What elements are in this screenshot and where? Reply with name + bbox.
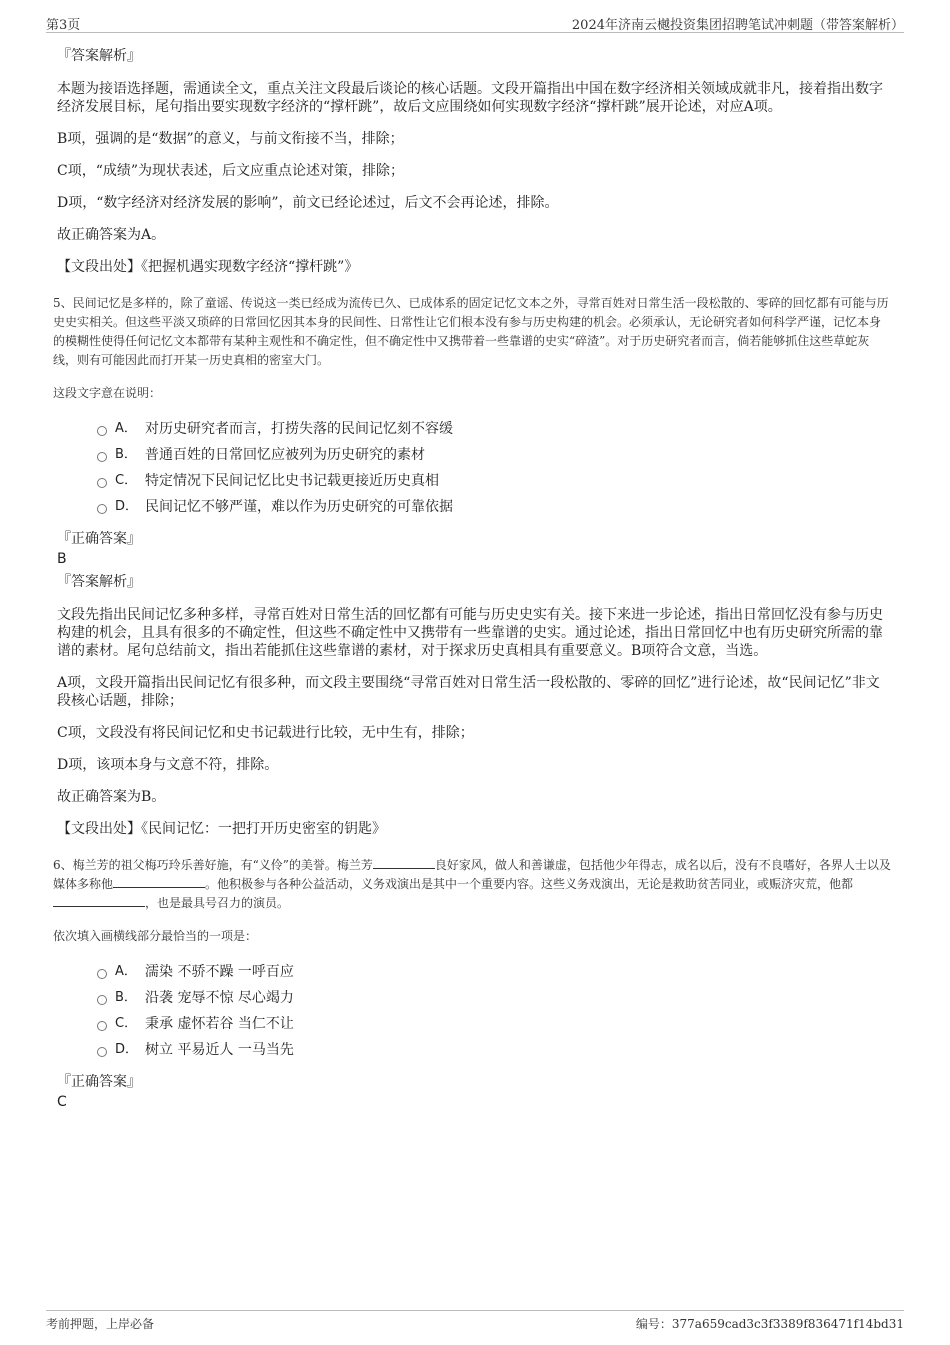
option-text: 树立 平易近人 一马当先 [145,1042,294,1058]
analysis-paragraph: B项，强调的是“数据”的意义，与前文衔接不当，排除； [57,131,404,147]
fill-blank-3 [53,895,145,907]
option-text: 对历史研究者而言，打捞失落的民间记忆刻不容缓 [145,421,453,437]
radio-icon[interactable] [97,504,107,514]
question-6-prompt: 依次填入画横线部分最恰当的一项是： [53,929,258,943]
analysis-paragraph: 文段先指出民间记忆多种多样，寻常百姓对日常生活的回忆都有可能与历史史实有关。接下来进一步论述，指出日常回忆没有参与历史构建的机会，且具有很多的不确定性，但这些不确定性中又携带有一些靠谱的史实。通过论述，指出日常回忆中也有历史研究所需的靠谱的素材。尾句总结前文，指出若能抓住这些靠谱的素材，对于探求历史真相具有重要意义。B项符合文意，当选。 [57,607,883,659]
analysis-conclusion: 故正确答案为B。 [57,789,166,805]
option-letter: C． [115,1016,138,1031]
answer-tag: 『正确答案』 [57,531,141,547]
radio-icon[interactable] [97,452,107,462]
option-d[interactable] [97,494,892,520]
option-text: 秉承 虚怀若谷 当仁不让 [145,1016,294,1032]
option-letter: A． [115,421,137,436]
option-letter: D． [115,499,139,514]
question-6-text [53,856,892,913]
page-footer [46,1310,904,1331]
question-text-part: 6、梅兰芳的祖父梅巧玲乐善好施，有“义伶”的美誉。梅兰芳 [53,858,373,872]
question-6-options [97,959,892,1063]
fill-blank-2 [113,876,205,888]
analysis-conclusion: 故正确答案为A。 [57,227,166,243]
option-letter: B． [115,990,137,1005]
fill-blank-1 [373,857,435,869]
analysis-paragraph: A项，文段开篇指出民间记忆有很多种，而文段主要围绕“寻常百姓对日常生活一段松散的、零碎的回忆”进行论述，故“民间记忆”非文段核心话题，排除； [57,675,880,709]
question-text-part: 良好家风，做人和善谦虚，包括他少年得志，成名以后，没有不良嗜好，各界人士以及媒体多称他 [53,858,891,891]
page-content [53,46,892,1113]
radio-icon[interactable] [97,1047,107,1057]
option-text: 民间记忆不够严谨，难以作为历史研究的可靠依据 [145,499,453,515]
option-text: 沿袭 宠辱不惊 尽心竭力 [145,990,294,1006]
analysis-paragraph: 本题为接语选择题，需通读全文，重点关注文段最后谈论的核心话题。文段开篇指出中国在数字经济相关领域成就非凡，接着指出数字经济发展目标，尾句指出要实现数字经济的“撑杆跳”，故后文应围绕如何实现数字经济“撑杆跳”展开论述，对应A项。 [57,81,883,115]
option-a[interactable] [97,959,892,985]
option-letter: B． [115,447,137,462]
radio-icon[interactable] [97,426,107,436]
document-id: 编号：377a659cad3c3f3389f836471f14bd31 [635,1317,904,1331]
page-number: 第3页 [46,18,81,33]
question-text-part: 。他积极参与各种公益活动，义务戏演出是其中一个重要内容。这些义务戏演出，无论是救助贫苦同业，或赈济灾荒，他都 [205,877,854,891]
analysis-paragraph: D项，该项本身与文意不符，排除。 [57,757,279,773]
option-letter: A． [115,964,137,979]
analysis-paragraph: D项，“数字经济对经济发展的影响”，前文已经论述过，后文不会再论述，排除。 [57,195,559,211]
option-text: 普通百姓的日常回忆应被列为历史研究的素材 [145,447,425,463]
footer-slogan: 考前押题，上岸必备 [46,1317,155,1331]
option-c[interactable] [97,1011,892,1037]
question-5-prompt: 这段文字意在说明： [53,386,162,400]
analysis-tag: 『答案解析』 [57,48,141,64]
option-d[interactable] [97,1037,892,1063]
source-citation: 【文段出处】《民间记忆：一把打开历史密室的钥匙》 [57,821,386,837]
option-c[interactable] [97,468,892,494]
option-text: 濡染 不骄不躁 一呼百应 [145,964,294,980]
question-5-text: 5、民间记忆是多样的，除了童谣、传说这一类已经成为流传已久、已成体系的固定记忆文本之外，寻常百姓对日常生活一段松散的、零碎的回忆都有可能与历史史实相关。但这些平淡又琐碎的日常回忆因其本身的民间性、日常性让它们根本没有参与历史构建的机会。必须承认，无论研究者如何科学严谨，记忆本身的模糊性使得任何记忆文本都带有某种主观性和不确定性，但不确定性中又携带着一些靠谱的史实“碎渣”。对于历史研究者而言，倘若能够抓住这些草蛇灰线，则有可能因此而打开某一历史真相的密室大门。 [53,296,889,367]
question-5-options [97,416,892,520]
radio-icon[interactable] [97,969,107,979]
analysis-paragraph: C项，文段没有将民间记忆和史书记载进行比较，无中生有，排除； [57,725,474,741]
radio-icon[interactable] [97,478,107,488]
document-title: 2024年济南云樾投资集团招聘笔试冲刺题（带答案解析） [571,18,904,33]
option-b[interactable] [97,985,892,1011]
option-b[interactable] [97,442,892,468]
radio-icon[interactable] [97,1021,107,1031]
question-text-part: ，也是最具号召力的演员。 [145,896,290,910]
radio-icon[interactable] [97,995,107,1005]
analysis-paragraph: C项，“成绩”为现状表述，后文应重点论述对策，排除； [57,163,405,179]
option-a[interactable] [97,416,892,442]
answer-tag: 『正确答案』 [57,1074,141,1090]
answer-value: C [57,1094,67,1110]
option-letter: D． [115,1042,139,1057]
source-citation: 【文段出处】《把握机遇实现数字经济“撑杆跳”》 [57,259,359,275]
option-text: 特定情况下民间记忆比史书记载更接近历史真相 [145,473,439,489]
option-letter: C． [115,473,138,488]
page-header [46,14,904,33]
analysis-tag: 『答案解析』 [57,574,141,590]
answer-value: B [57,551,67,567]
